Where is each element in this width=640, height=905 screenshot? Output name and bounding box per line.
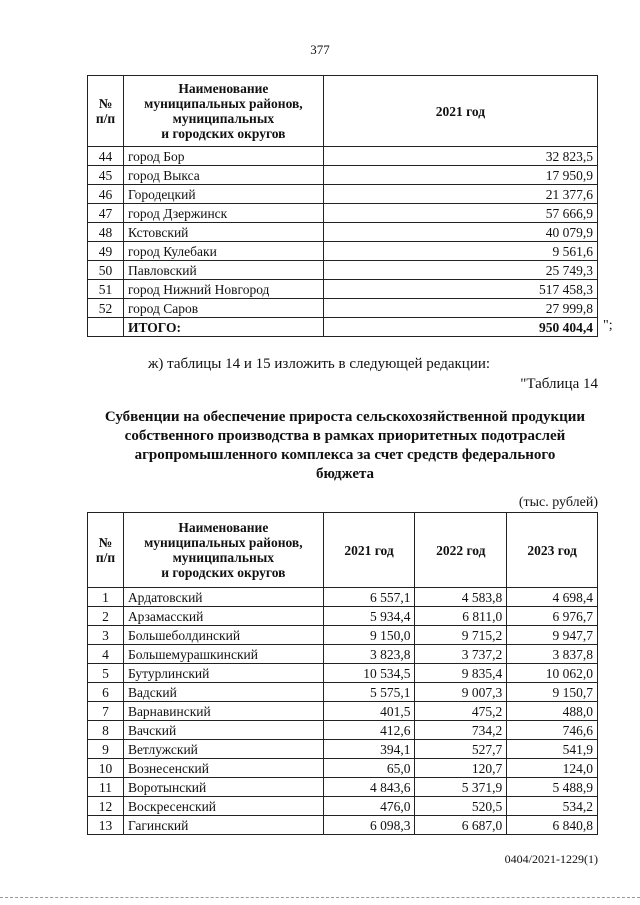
row-value-2021: 3 823,8 [323,645,415,664]
total-value-2021: 950 404,4 [323,318,597,337]
row-value-2021: 32 823,5 [323,147,597,166]
table-subventions [87,512,598,835]
heading-line: агропромышленного комплекса за счет средств федерального [134,447,556,463]
header-name-line: и городских округов [161,565,286,580]
row-value-2022: 520,5 [415,797,507,816]
row-value-2022: 5 371,9 [415,778,507,797]
row-value-2021: 57 666,9 [323,204,597,223]
closing-quote: "; [603,318,613,333]
header-number-line: № [98,96,113,111]
row-name: Воскресенский [123,797,323,816]
row-number: 2 [88,607,124,626]
instruction-text: ж) таблицы 14 и 15 изложить в следующей редакции: [148,356,491,372]
heading-line: бюджета [315,466,375,482]
row-number: 11 [88,778,124,797]
header-number [88,76,124,147]
table-header-row [88,513,598,588]
header-2021: 2021 год [323,76,597,147]
row-value-2023: 3 837,8 [507,645,598,664]
table-row [88,242,598,261]
row-value-2023: 9 947,7 [507,626,598,645]
row-name: Вознесенский [123,759,323,778]
row-name: город Саров [123,299,323,318]
table-heading [80,408,610,484]
row-name: город Нижний Новгород [123,280,323,299]
table-row [88,721,598,740]
header-name [123,76,323,147]
table-row [88,185,598,204]
table-row [88,147,598,166]
table-row [88,204,598,223]
row-value-2023: 534,2 [507,797,598,816]
table-header-row [88,76,598,147]
row-value-2023: 541,9 [507,740,598,759]
header-number [88,513,124,588]
row-name: Большемурашкинский [123,645,323,664]
row-number: 6 [88,683,124,702]
row-name: Воротынский [123,778,323,797]
row-number: 9 [88,740,124,759]
row-number: 12 [88,797,124,816]
row-value-2022: 3 737,2 [415,645,507,664]
row-value-2022: 6 687,0 [415,816,507,835]
row-name: город Бор [123,147,323,166]
row-number: 13 [88,816,124,835]
row-name: город Дзержинск [123,204,323,223]
row-number: 7 [88,702,124,721]
table-row [88,778,598,797]
row-value-2021: 9 561,6 [323,242,597,261]
row-value-2021: 25 749,3 [323,261,597,280]
header-name-line: муниципальных [172,111,275,126]
row-value-2023: 6 976,7 [507,607,598,626]
row-number: 48 [88,223,124,242]
table-row [88,223,598,242]
table-row [88,740,598,759]
heading-line: Субвенции на обеспечение прироста сельскохозяйственной продукции [104,409,586,425]
row-value-2023: 746,6 [507,721,598,740]
row-number: 5 [88,664,124,683]
row-name: Гагинский [123,816,323,835]
row-value-2023: 124,0 [507,759,598,778]
row-value-2022: 9 007,3 [415,683,507,702]
row-name: Кстовский [123,223,323,242]
row-name: Большеболдинский [123,626,323,645]
header-name-line: муниципальных районов, [144,535,303,550]
table-row [88,664,598,683]
row-number: 8 [88,721,124,740]
row-number: 4 [88,645,124,664]
row-number: 47 [88,204,124,223]
row-value-2023: 10 062,0 [507,664,598,683]
row-number: 3 [88,626,124,645]
total-label: ИТОГО: [123,318,323,337]
row-value-2022: 475,2 [415,702,507,721]
row-value-2021: 476,0 [323,797,415,816]
total-number-empty [88,318,124,337]
row-name: Варнавинский [123,702,323,721]
row-value-2021: 394,1 [323,740,415,759]
row-value-2022: 6 811,0 [415,607,507,626]
row-name: город Выкса [123,166,323,185]
row-number: 46 [88,185,124,204]
header-name [123,513,323,588]
row-value-2021: 5 934,4 [323,607,415,626]
units-label: (тыс. рублей) [518,495,598,510]
row-value-2022: 734,2 [415,721,507,740]
row-value-2021: 65,0 [323,759,415,778]
row-value-2022: 9 835,4 [415,664,507,683]
header-number-line: № [98,535,113,550]
table-row [88,816,598,835]
row-number: 52 [88,299,124,318]
row-value-2022: 120,7 [415,759,507,778]
table-row [88,166,598,185]
footer-divider [0,897,640,898]
row-value-2022: 9 715,2 [415,626,507,645]
table-row [88,626,598,645]
row-value-2021: 27 999,8 [323,299,597,318]
row-value-2021: 17 950,9 [323,166,597,185]
heading-line: собственного производства в рамках приоритетных подотраслей [124,428,566,444]
row-value-2023: 6 840,8 [507,816,598,835]
row-value-2021: 21 377,6 [323,185,597,204]
total-row [88,318,598,337]
row-name: Ветлужский [123,740,323,759]
table-row [88,261,598,280]
table-row [88,588,598,607]
row-name: Арзамасский [123,607,323,626]
header-name-line: муниципальных [172,550,275,565]
table-continuation [87,75,598,337]
table-row [88,299,598,318]
row-name: Вачский [123,721,323,740]
row-value-2022: 4 583,8 [415,588,507,607]
table-reference: "Таблица 14 [520,376,598,392]
row-number: 1 [88,588,124,607]
row-name: Вадский [123,683,323,702]
header-2021: 2021 год [323,513,415,588]
table-row [88,683,598,702]
row-value-2023: 9 150,7 [507,683,598,702]
row-value-2021: 9 150,0 [323,626,415,645]
row-value-2021: 401,5 [323,702,415,721]
table-row [88,797,598,816]
row-name: Павловский [123,261,323,280]
header-name-line: Наименование [178,520,269,535]
row-value-2021: 412,6 [323,721,415,740]
document-code: 0404/2021-1229(1) [504,852,598,866]
row-number: 49 [88,242,124,261]
row-name: Городецкий [123,185,323,204]
row-value-2021: 517 458,3 [323,280,597,299]
page-number: 377 [310,42,330,57]
row-value-2021: 6 557,1 [323,588,415,607]
table-row [88,759,598,778]
header-name-line: и городских округов [161,126,286,141]
row-value-2021: 4 843,6 [323,778,415,797]
row-value-2021: 6 098,3 [323,816,415,835]
row-number: 50 [88,261,124,280]
row-number: 44 [88,147,124,166]
row-value-2023: 488,0 [507,702,598,721]
row-value-2023: 4 698,4 [507,588,598,607]
header-name-line: Наименование [178,81,269,96]
row-value-2022: 527,7 [415,740,507,759]
table-row [88,645,598,664]
table-row [88,702,598,721]
table-row [88,280,598,299]
row-name: Бутурлинский [123,664,323,683]
header-2023: 2023 год [507,513,598,588]
header-number-line: п/п [95,550,116,565]
table-row [88,607,598,626]
header-name-line: муниципальных районов, [144,96,303,111]
row-name: город Кулебаки [123,242,323,261]
header-2022: 2022 год [415,513,507,588]
row-number: 51 [88,280,124,299]
row-number: 10 [88,759,124,778]
row-name: Ардатовский [123,588,323,607]
row-value-2021: 5 575,1 [323,683,415,702]
header-number-line: п/п [95,111,116,126]
row-value-2021: 40 079,9 [323,223,597,242]
row-value-2021: 10 534,5 [323,664,415,683]
row-number: 45 [88,166,124,185]
row-value-2023: 5 488,9 [507,778,598,797]
